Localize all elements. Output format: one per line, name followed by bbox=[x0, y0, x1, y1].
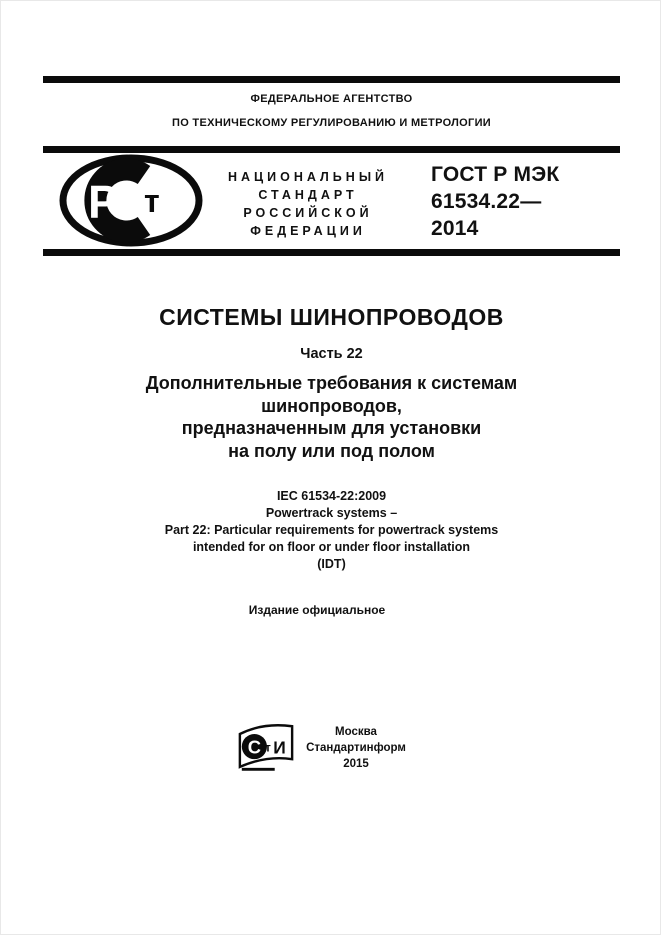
agency-name-line2: ПО ТЕХНИЧЕСКОМУ РЕГУЛИРОВАНИЮ И МЕТРОЛОГИИ bbox=[172, 117, 491, 129]
national-standard-line: СТАНДАРТ bbox=[258, 188, 358, 202]
english-reference-line: (IDT) bbox=[317, 557, 346, 571]
imprint-city: Москва bbox=[335, 726, 377, 738]
subtitle-line: предназначенным для установки bbox=[181, 418, 482, 438]
svg-text:Р: Р bbox=[88, 176, 119, 228]
designation-line: 2014 bbox=[431, 217, 479, 240]
imprint-publisher: Стандартинформ bbox=[306, 742, 406, 754]
english-reference-line: Part 22: Particular requirements for powertrack systems bbox=[164, 523, 499, 537]
svg-text:И: И bbox=[273, 737, 286, 758]
top-rule bbox=[43, 76, 620, 83]
national-standard-label bbox=[219, 168, 397, 240]
subtitle-line: шинопроводов, bbox=[261, 395, 402, 416]
document-subtitle bbox=[1, 372, 661, 462]
svg-text:т: т bbox=[265, 741, 271, 755]
english-reference-line: intended for on floor or under floor installation bbox=[192, 540, 471, 554]
document-part: Часть 22 bbox=[300, 346, 363, 362]
subtitle-line: Дополнительные требования к системам bbox=[145, 373, 518, 393]
english-reference bbox=[1, 488, 661, 573]
english-reference-line: IEC 61534-22:2009 bbox=[276, 489, 387, 503]
designation-rule bbox=[43, 249, 620, 256]
subtitle-line: на полу или под полом bbox=[228, 440, 435, 461]
designation-line: 61534.22— bbox=[431, 190, 542, 213]
national-standard-line: НАЦИОНАЛЬНЫЙ bbox=[227, 170, 389, 184]
header-rule bbox=[43, 146, 620, 153]
svg-text:т: т bbox=[144, 183, 160, 219]
national-standard-line: ФЕДЕРАЦИИ bbox=[250, 224, 366, 238]
svg-text:С: С bbox=[247, 736, 262, 758]
rst-certification-mark-icon bbox=[58, 154, 204, 247]
designation-line: ГОСТ Р МЭК bbox=[431, 163, 560, 186]
imprint-year: 2015 bbox=[343, 758, 369, 770]
standard-designation bbox=[431, 161, 621, 242]
agency-name-line1: ФЕДЕРАЛЬНОЕ АГЕНТСТВО bbox=[250, 93, 413, 105]
edition-note: Издание официальное bbox=[248, 603, 386, 617]
imprint bbox=[283, 724, 429, 772]
national-standard-line: РОССИЙСКОЙ bbox=[243, 206, 373, 220]
english-reference-line: Powertrack systems – bbox=[265, 506, 398, 520]
document-title: СИСТЕМЫ ШИНОПРОВОДОВ bbox=[159, 304, 504, 330]
